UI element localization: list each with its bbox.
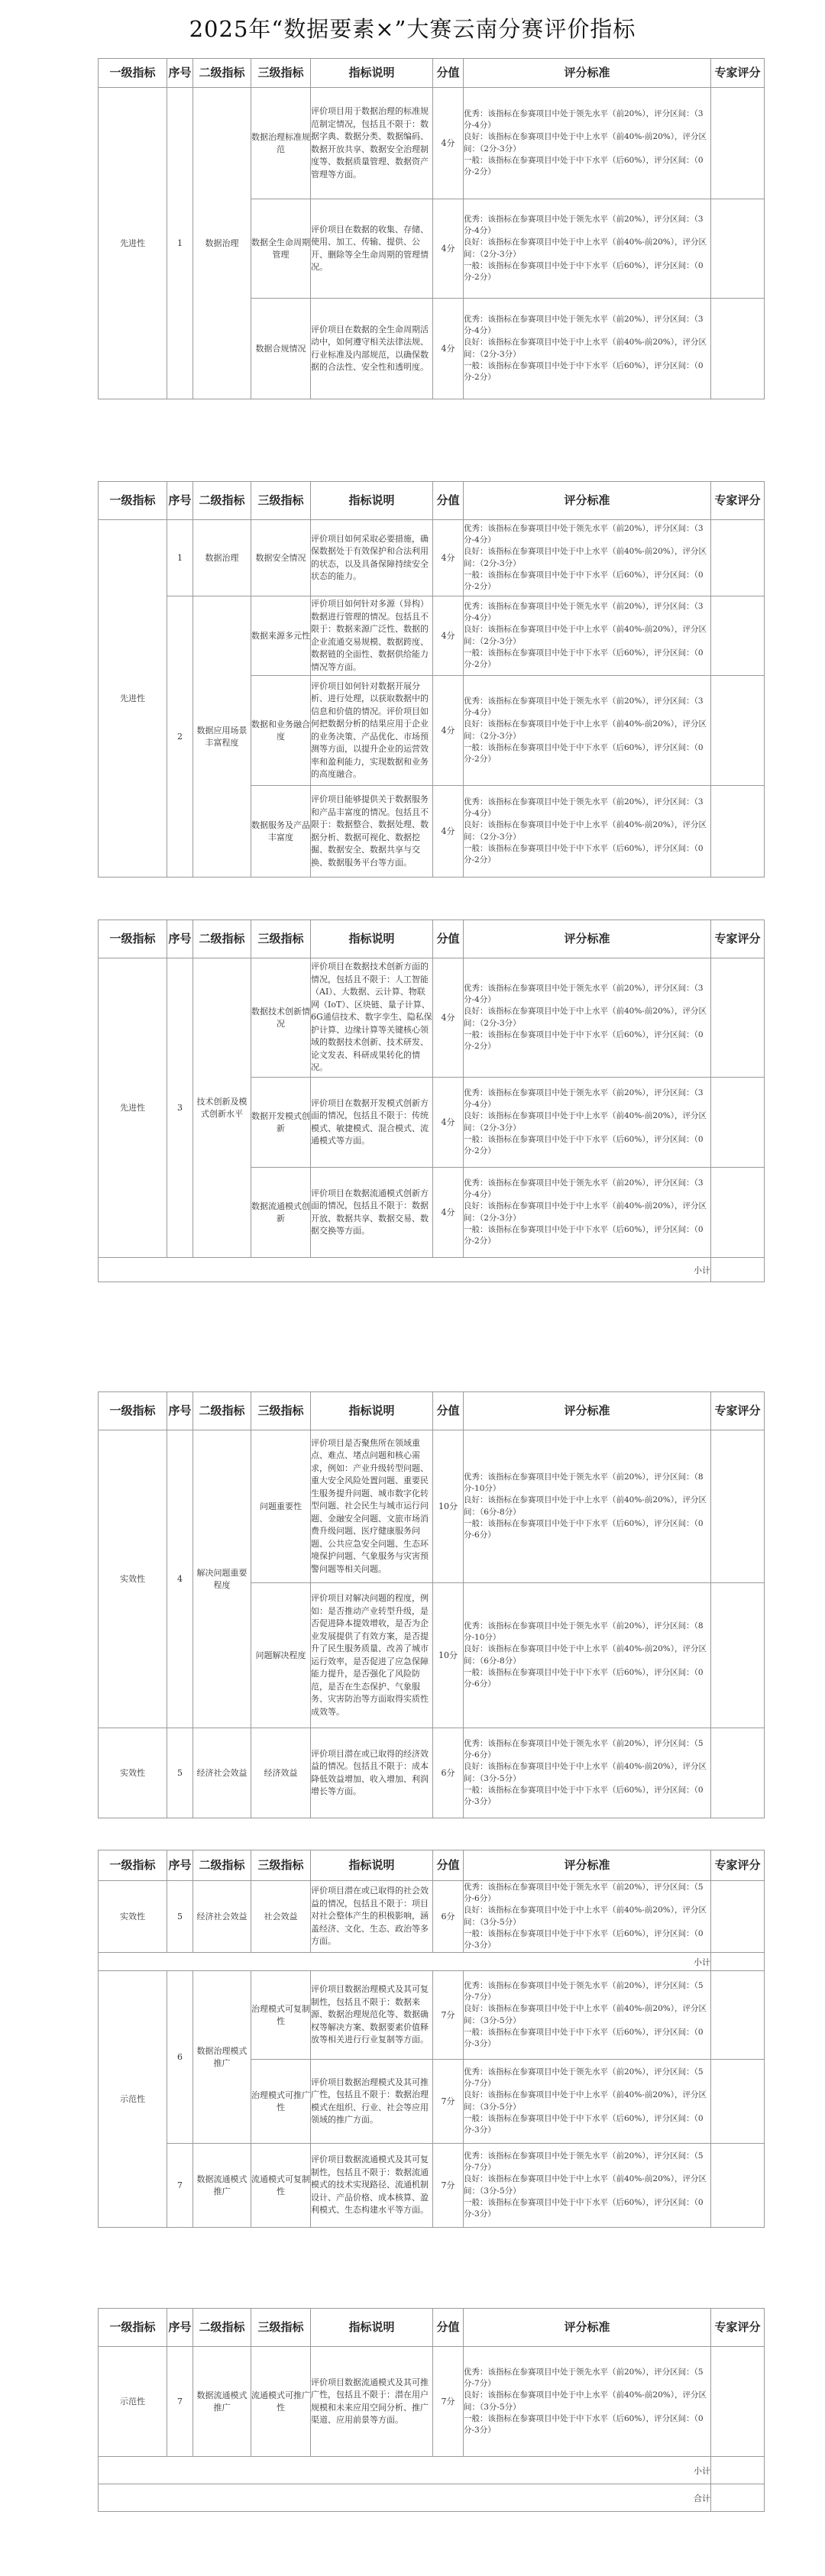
- header-expert-score: 专家评分: [711, 1392, 765, 1430]
- header-description: 指标说明: [311, 1850, 433, 1881]
- criteria-fair: 一般：该指标在参赛项目中处于中下水平（后60%），评分区间：（0分-2分）: [464, 1029, 704, 1052]
- criteria-table-5: [98, 1850, 765, 2228]
- subtotal-score-cell[interactable]: [711, 1258, 765, 1282]
- header-level2: 二级指标: [193, 59, 251, 88]
- criteria-fair: 一般：该指标在参赛项目中处于中下水平（后60%），评分区间：（0分-2分）: [464, 570, 704, 592]
- level3-cell: 经济效益: [251, 1728, 311, 1818]
- header-level3: 三级指标: [251, 482, 311, 520]
- score-cell: 4分: [433, 676, 464, 786]
- header-criteria: 评分标准: [464, 2309, 711, 2347]
- criteria-table-2: [98, 481, 765, 878]
- header-expert-score: 专家评分: [711, 1850, 765, 1881]
- expert-score-cell[interactable]: [711, 1078, 765, 1168]
- header-row: [99, 1392, 765, 1430]
- score-cell: 6分: [433, 1881, 464, 1953]
- level3-cell: 数据和业务融合度: [251, 676, 311, 786]
- description-cell: 评价项目在数据流通模式创新方面的情况，包括且不限于：数据开放、数据共享、数据交易、数据交换等方面。: [311, 1168, 433, 1258]
- number-cell: 5: [167, 1881, 193, 1953]
- header-score: 分值: [433, 1850, 464, 1881]
- score-cell: 4分: [433, 88, 464, 199]
- header-score: 分值: [433, 2309, 464, 2347]
- header-row: [99, 59, 765, 88]
- header-level1: 一级指标: [99, 2309, 167, 2347]
- level1-cell: 先进性: [99, 958, 167, 1258]
- header-level2: 二级指标: [193, 482, 251, 520]
- score-cell: 7分: [433, 2144, 464, 2228]
- header-level3: 三级指标: [251, 1392, 311, 1430]
- description-cell: 评价项目在数据的收集、存储、使用、加工、传输、提供、公开、删除等全生命周期的管理情况。: [311, 199, 433, 299]
- criteria-cell: [464, 1583, 711, 1728]
- criteria-excellent: 优秀：该指标在参赛项目中处于领先水平（前20%），评分区间：（8分-10分）: [464, 1472, 704, 1493]
- total-label: 合计: [99, 2484, 711, 2512]
- total-row: [99, 2484, 765, 2512]
- criteria-good: 良好：该指标在参赛项目中处于中上水平（前40%-前20%），评分区间：（3分-5分）: [464, 2004, 707, 2025]
- criteria-excellent: 优秀：该指标在参赛项目中处于领先水平（前20%），评分区间：（5分-6分）: [464, 1882, 704, 1903]
- header-level3: 三级指标: [251, 920, 311, 958]
- header-expert-score: 专家评分: [711, 482, 765, 520]
- criteria-cell: [464, 88, 711, 199]
- header-score: 分值: [433, 1392, 464, 1430]
- expert-score-cell[interactable]: [711, 2144, 765, 2228]
- criteria-good: 良好：该指标在参赛项目中处于中上水平（前40%-前20%），评分区间：（2分-3分）: [464, 625, 707, 646]
- criteria-excellent: 优秀：该指标在参赛项目中处于领先水平（前20%），评分区间：（5分-7分）: [464, 1980, 704, 2002]
- criteria-good: 良好：该指标在参赛项目中处于中上水平（前40%-前20%），评分区间：（3分-5分）: [464, 2090, 707, 2112]
- score-cell: 4分: [433, 1168, 464, 1258]
- criteria-cell: [464, 520, 711, 596]
- expert-score-cell[interactable]: [711, 2060, 765, 2144]
- description-cell: 评价项目在数据技术创新方面的情况，包括且不限于：人工智能（AI）、大数据、云计算、物联网（IoT）、区块链、量子计算、6G通信技术、数字孪生、隐私保护计算、边缘计算等关键核心领域的数据技术创新、技术研发、论文发表、科研成果转化的情况。: [311, 958, 433, 1078]
- number-cell: 1: [167, 520, 193, 596]
- criteria-table-6: [98, 2308, 765, 2512]
- criteria-fair: 一般：该指标在参赛项目中处于中下水平（后60%），评分区间：（0分-6分）: [464, 1667, 704, 1689]
- subtotal-row: [99, 1953, 765, 1971]
- criteria-excellent: 优秀：该指标在参赛项目中处于领先水平（前20%），评分区间：（5分-7分）: [464, 2067, 704, 2088]
- header-level2: 二级指标: [193, 1850, 251, 1881]
- description-cell: 评价项目数据流通模式及其可推广性，包括且不限于：潜在用户规模和未来应用空间分析、推广渠道、应用前景等方面。: [311, 2347, 433, 2457]
- expert-score-cell[interactable]: [711, 1881, 765, 1953]
- header-criteria: 评分标准: [464, 59, 711, 88]
- criteria-good: 良好：该指标在参赛项目中处于中上水平（前40%-前20%），评分区间：（6分-8分）: [464, 1495, 707, 1517]
- score-cell: 10分: [433, 1583, 464, 1728]
- criteria-excellent: 优秀：该指标在参赛项目中处于领先水平（前20%），评分区间：（3分-4分）: [464, 523, 704, 545]
- level3-cell: 数据服务及产品丰富度: [251, 786, 311, 878]
- header-criteria: 评分标准: [464, 920, 711, 958]
- criteria-good: 良好：该指标在参赛项目中处于中上水平（前40%-前20%），评分区间：（2分-3分）: [464, 238, 707, 259]
- criteria-cell: [464, 1728, 711, 1818]
- criteria-excellent: 优秀：该指标在参赛项目中处于领先水平（前20%），评分区间：（3分-4分）: [464, 108, 704, 130]
- description-cell: 评价项目用于数据治理的标准规范制定情况，包括且不限于：数据字典、数据分类、数据编码、数据开放共享、数据安全治理制度等、数据质量管理、数据资产管理等方面。: [311, 88, 433, 199]
- level2-cell: 经济社会效益: [193, 1728, 251, 1818]
- level1-cell: 实效性: [99, 1430, 167, 1728]
- expert-score-cell[interactable]: [711, 958, 765, 1078]
- criteria-excellent: 优秀：该指标在参赛项目中处于领先水平（前20%），评分区间：（3分-4分）: [464, 797, 704, 818]
- header-level1: 一级指标: [99, 59, 167, 88]
- expert-score-cell[interactable]: [711, 1728, 765, 1818]
- criteria-good: 良好：该指标在参赛项目中处于中上水平（前40%-前20%），评分区间：（6分-8分）: [464, 1644, 707, 1666]
- table-row: [99, 88, 765, 199]
- criteria-good: 良好：该指标在参赛项目中处于中上水平（前40%-前20%），评分区间：（2分-3分）: [464, 1007, 707, 1028]
- criteria-cell: [464, 958, 711, 1078]
- criteria-excellent: 优秀：该指标在参赛项目中处于领先水平（前20%），评分区间：（5分-7分）: [464, 2151, 704, 2172]
- number-cell: 1: [167, 88, 193, 399]
- description-cell: 评价项目在数据开发模式创新方面的情况，包括且不限于：传统模式、敏捷模式、混合模式、流通模式等方面。: [311, 1078, 433, 1168]
- subtotal-row: [99, 1258, 765, 1282]
- criteria-cell: [464, 1430, 711, 1583]
- header-expert-score: 专家评分: [711, 2309, 765, 2347]
- level3-cell: 数据开发模式创新: [251, 1078, 311, 1168]
- score-cell: 4分: [433, 596, 464, 676]
- criteria-good: 良好：该指标在参赛项目中处于中上水平（前40%-前20%），评分区间：（2分-3分）: [464, 547, 707, 568]
- table-row: [99, 1430, 765, 1583]
- header-description: 指标说明: [311, 59, 433, 88]
- level3-cell: 数据技术创新情况: [251, 958, 311, 1078]
- criteria-excellent: 优秀：该指标在参赛项目中处于领先水平（前20%），评分区间：（5分-6分）: [464, 1738, 704, 1760]
- level3-cell: 问题解决程度: [251, 1583, 311, 1728]
- subtotal-label: 小计: [99, 2457, 711, 2484]
- table-row: [99, 2347, 765, 2457]
- criteria-good: 良好：该指标在参赛项目中处于中上水平（前40%-前20%），评分区间：（2分-3分）: [464, 719, 707, 741]
- table-section-3: [98, 920, 764, 1282]
- expert-score-cell[interactable]: [711, 596, 765, 676]
- header-level2: 二级指标: [193, 1392, 251, 1430]
- expert-score-cell[interactable]: [711, 1168, 765, 1258]
- table-row: [99, 1881, 765, 1953]
- description-cell: 评价项目如何针对数据开展分析、进行处理，以获取数据中的信息和价值的情况。评价项目如何把数据分析的结果应用于企业的业务决策、产品优化、市场预测等方面，以提升企业的运营效率和盈利能力，实现数据和业务的高度融合。: [311, 676, 433, 786]
- subtotal-label: 小计: [99, 1953, 711, 1971]
- criteria-good: 良好：该指标在参赛项目中处于中上水平（前40%-前20%），评分区间：（2分-3分）: [464, 820, 707, 842]
- table-row: [99, 520, 765, 596]
- header-description: 指标说明: [311, 1392, 433, 1430]
- header-level3: 三级指标: [251, 2309, 311, 2347]
- criteria-fair: 一般：该指标在参赛项目中处于中下水平（后60%），评分区间：（0分-2分）: [464, 260, 704, 283]
- header-level1: 一级指标: [99, 1850, 167, 1881]
- criteria-cell: [464, 596, 711, 676]
- score-cell: 4分: [433, 958, 464, 1078]
- table-row: [99, 2144, 765, 2228]
- score-cell: 7分: [433, 2060, 464, 2144]
- criteria-excellent: 优秀：该指标在参赛项目中处于领先水平（前20%），评分区间：（3分-4分）: [464, 214, 704, 235]
- level2-cell: 数据流通模式推广: [193, 2347, 251, 2457]
- level1-cell: 示范性: [99, 2347, 167, 2457]
- criteria-good: 良好：该指标在参赛项目中处于中上水平（前40%-前20%），评分区间：（3分-5分）: [464, 1762, 707, 1783]
- level2-cell: 数据流通模式推广: [193, 2144, 251, 2228]
- level3-cell: 治理模式可复制性: [251, 1971, 311, 2060]
- header-number: 序号: [167, 482, 193, 520]
- criteria-fair: 一般：该指标在参赛项目中处于中下水平（后60%），评分区间：（0分-3分）: [464, 1928, 704, 1951]
- score-cell: 10分: [433, 1430, 464, 1583]
- level3-cell: 数据全生命周期管理: [251, 199, 311, 299]
- number-cell: 3: [167, 958, 193, 1258]
- table-row: [99, 958, 765, 1078]
- header-level1: 一级指标: [99, 1392, 167, 1430]
- description-cell: 评价项目数据治理模式及其可推广性，包括且不限于：数据治理模式在组织、行业、社会等应用领域的推广方面。: [311, 2060, 433, 2144]
- header-expert-score: 专家评分: [711, 920, 765, 958]
- header-description: 指标说明: [311, 482, 433, 520]
- header-score: 分值: [433, 59, 464, 88]
- level3-cell: 治理模式可推广性: [251, 2060, 311, 2144]
- criteria-fair: 一般：该指标在参赛项目中处于中下水平（后60%），评分区间：（0分-2分）: [464, 155, 704, 177]
- header-number: 序号: [167, 1850, 193, 1881]
- description-cell: 评价项目如何针对多源（异构）数据进行管理的情况。包括且不限于：数据来源广泛性、数据的企业流通交易规模、数据跨度、数据链的全面性、数据供给能力情况等方面。: [311, 596, 433, 676]
- level3-cell: 数据流通模式创新: [251, 1168, 311, 1258]
- header-level1: 一级指标: [99, 920, 167, 958]
- level2-cell: 解决问题重要程度: [193, 1430, 251, 1728]
- criteria-fair: 一般：该指标在参赛项目中处于中下水平（后60%），评分区间：（0分-2分）: [464, 742, 704, 764]
- description-cell: 评价项目潜在或已取得的社会效益的情况，包括且不限于：项目对社会整体产生的积极影响，涵盖经济、文化、生态、政治等多方面。: [311, 1881, 433, 1953]
- header-description: 指标说明: [311, 2309, 433, 2347]
- subtotal-score-cell[interactable]: [711, 1953, 765, 1971]
- expert-score-cell[interactable]: [711, 1971, 765, 2060]
- score-cell: 4分: [433, 786, 464, 878]
- score-cell: 4分: [433, 199, 464, 299]
- description-cell: 评价项目在数据的全生命周期活动中，如何遵守相关法律法规、行业标准及内部规范，以确保数据的合法性、安全性和透明度。: [311, 299, 433, 399]
- description-cell: 评价项目对解决问题的程度，例如：是否推动产业转型升级，是否促进降本提效增收，是否为企业发展提供了有效方案，是否提升了民生服务质量、改善了城市运行效率，是否促进了应急保障能力提升，是否强化了风险防范，是否在生态保护、气象服务、灾害防治等方面取得实质性成效等。: [311, 1583, 433, 1728]
- expert-score-cell[interactable]: [711, 299, 765, 399]
- header-number: 序号: [167, 2309, 193, 2347]
- criteria-fair: 一般：该指标在参赛项目中处于中下水平（后60%），评分区间：（0分-2分）: [464, 648, 704, 670]
- document-title: 2025年“数据要素×”大赛云南分赛评价指标: [189, 16, 636, 42]
- criteria-cell: [464, 2347, 711, 2457]
- expert-score-cell[interactable]: [711, 1583, 765, 1728]
- criteria-cell: [464, 1971, 711, 2060]
- header-score: 分值: [433, 920, 464, 958]
- expert-score-cell[interactable]: [711, 199, 765, 299]
- header-score: 分值: [433, 482, 464, 520]
- level1-cell: 实效性: [99, 1728, 167, 1818]
- criteria-cell: [464, 786, 711, 878]
- criteria-cell: [464, 676, 711, 786]
- description-cell: 评价项目潜在或已取得的经济效益的情况。包括且不限于：成本降低效益增加、收入增加、利润增长等方面。: [311, 1728, 433, 1818]
- criteria-good: 良好：该指标在参赛项目中处于中上水平（前40%-前20%），评分区间：（3分-5分）: [464, 2174, 707, 2196]
- level3-cell: 流通模式可复制性: [251, 2144, 311, 2228]
- criteria-good: 良好：该指标在参赛项目中处于中上水平（前40%-前20%），评分区间：（2分-3分）: [464, 1111, 707, 1133]
- header-level3: 三级指标: [251, 59, 311, 88]
- header-row: [99, 1850, 765, 1881]
- level3-cell: 问题重要性: [251, 1430, 311, 1583]
- criteria-fair: 一般：该指标在参赛项目中处于中下水平（后60%），评分区间：（0分-2分）: [464, 1134, 704, 1156]
- expert-score-cell[interactable]: [711, 88, 765, 199]
- number-cell: 2: [167, 596, 193, 878]
- criteria-cell: [464, 199, 711, 299]
- level1-cell: 实效性: [99, 1881, 167, 1953]
- level3-cell: 数据合规情况: [251, 299, 311, 399]
- level2-cell: 数据治理模式推广: [193, 1971, 251, 2144]
- header-level3: 三级指标: [251, 1850, 311, 1881]
- number-cell: 6: [167, 1971, 193, 2144]
- level3-cell: 数据安全情况: [251, 520, 311, 596]
- criteria-cell: [464, 1168, 711, 1258]
- expert-score-cell[interactable]: [711, 520, 765, 596]
- criteria-fair: 一般：该指标在参赛项目中处于中下水平（后60%），评分区间：（0分-6分）: [464, 1518, 704, 1540]
- criteria-fair: 一般：该指标在参赛项目中处于中下水平（后60%），评分区间：（0分-2分）: [464, 843, 704, 865]
- header-criteria: 评分标准: [464, 1850, 711, 1881]
- criteria-fair: 一般：该指标在参赛项目中处于中下水平（后60%），评分区间：（0分-3分）: [464, 2027, 704, 2049]
- criteria-excellent: 优秀：该指标在参赛项目中处于领先水平（前20%），评分区间：（3分-4分）: [464, 696, 704, 717]
- score-cell: 7分: [433, 2347, 464, 2457]
- table-section-2: [98, 481, 764, 878]
- subtotal-score-cell[interactable]: [711, 2457, 765, 2484]
- criteria-cell: [464, 299, 711, 399]
- level3-cell: 数据来源多元性: [251, 596, 311, 676]
- criteria-fair: 一般：该指标在参赛项目中处于中下水平（后60%），评分区间：（0分-2分）: [464, 1224, 704, 1246]
- table-section-1: [98, 58, 764, 399]
- number-cell: 7: [167, 2144, 193, 2228]
- table-row: [99, 1728, 765, 1818]
- score-cell: 7分: [433, 1971, 464, 2060]
- header-row: [99, 920, 765, 958]
- description-cell: 评价项目是否聚焦所在领域重点、难点、堵点问题和核心需求，例如：产业升级转型问题、重大安全风险处置问题、重要民生服务提升问题、城市数字化转型问题、社会民生与城市运行问题、金融安全问题、文旅市场消费升级问题、医疗健康服务问题、公共应急安全问题、生态环境保护问题、气象服务与灾害预警问题等相关问题。: [311, 1430, 433, 1583]
- description-cell: 评价项目数据治理模式及其可复制性，包括且不限于：数据来源、数据治理规范化等、数据确权等解决方案、数据要素价值释放等相关进行行业复制等方面。: [311, 1971, 433, 2060]
- criteria-fair: 一般：该指标在参赛项目中处于中下水平（后60%），评分区间：（0分-3分）: [464, 2413, 704, 2435]
- criteria-excellent: 优秀：该指标在参赛项目中处于领先水平（前20%），评分区间：（3分-4分）: [464, 983, 704, 1004]
- number-cell: 5: [167, 1728, 193, 1818]
- criteria-cell: [464, 1881, 711, 1953]
- level1-cell: 先进性: [99, 88, 167, 399]
- criteria-table-3: [98, 920, 765, 1282]
- table-row: [99, 596, 765, 676]
- table-section-6: [98, 2308, 764, 2512]
- criteria-good: 良好：该指标在参赛项目中处于中上水平（前40%-前20%），评分区间：（2分-3分）: [464, 1201, 707, 1223]
- score-cell: 4分: [433, 299, 464, 399]
- expert-score-cell[interactable]: [711, 786, 765, 878]
- header-criteria: 评分标准: [464, 1392, 711, 1430]
- score-cell: 4分: [433, 520, 464, 596]
- level2-cell: 数据治理: [193, 88, 251, 399]
- header-criteria: 评分标准: [464, 482, 711, 520]
- subtotal-row: [99, 2457, 765, 2484]
- number-cell: 7: [167, 2347, 193, 2457]
- table-section-4: [98, 1391, 764, 1818]
- header-level1: 一级指标: [99, 482, 167, 520]
- subtotal-label: 小计: [99, 1258, 711, 1282]
- table-row: [99, 1971, 765, 2060]
- criteria-excellent: 优秀：该指标在参赛项目中处于领先水平（前20%），评分区间：（3分-4分）: [464, 1178, 704, 1199]
- criteria-good: 良好：该指标在参赛项目中处于中上水平（前40%-前20%），评分区间：（2分-3分）: [464, 132, 707, 154]
- criteria-excellent: 优秀：该指标在参赛项目中处于领先水平（前20%），评分区间：（3分-4分）: [464, 1088, 704, 1109]
- criteria-fair: 一般：该指标在参赛项目中处于中下水平（后60%），评分区间：（0分-2分）: [464, 360, 704, 383]
- level2-cell: 数据应用场景丰富程度: [193, 596, 251, 878]
- number-cell: 4: [167, 1430, 193, 1728]
- level3-cell: 流通模式可推广性: [251, 2347, 311, 2457]
- criteria-cell: [464, 2060, 711, 2144]
- score-cell: 6分: [433, 1728, 464, 1818]
- criteria-fair: 一般：该指标在参赛项目中处于中下水平（后60%），评分区间：（0分-3分）: [464, 2113, 704, 2135]
- criteria-table-1: [98, 58, 765, 399]
- description-cell: 评价项目如何采取必要措施，确保数据处于有效保护和合法利用的状态，以及具备保障持续安全状态的能力。: [311, 520, 433, 596]
- description-cell: 评价项目能够提供关于数据服务和产品丰富度的情况。包括且不限于：数据整合、数据处理、数据分析、数据可视化、数据挖掘、数据安全、数据共享与交换、数据服务平台等方面。: [311, 786, 433, 878]
- criteria-good: 良好：该指标在参赛项目中处于中上水平（前40%-前20%），评分区间：（2分-3分）: [464, 338, 707, 359]
- header-level2: 二级指标: [193, 2309, 251, 2347]
- expert-score-cell[interactable]: [711, 2347, 765, 2457]
- total-score-cell[interactable]: [711, 2484, 765, 2512]
- criteria-fair: 一般：该指标在参赛项目中处于中下水平（后60%），评分区间：（0分-3分）: [464, 1785, 704, 1807]
- level2-cell: 数据治理: [193, 520, 251, 596]
- header-level2: 二级指标: [193, 920, 251, 958]
- criteria-good: 良好：该指标在参赛项目中处于中上水平（前40%-前20%），评分区间：（3分-5分）: [464, 2390, 707, 2412]
- level2-cell: 经济社会效益: [193, 1881, 251, 1953]
- header-number: 序号: [167, 920, 193, 958]
- expert-score-cell[interactable]: [711, 676, 765, 786]
- level3-cell: 社会效益: [251, 1881, 311, 1953]
- criteria-good: 良好：该指标在参赛项目中处于中上水平（前40%-前20%），评分区间：（3分-5分）: [464, 1905, 707, 1927]
- criteria-fair: 一般：该指标在参赛项目中处于中下水平（后60%），评分区间：（0分-3分）: [464, 2197, 704, 2219]
- criteria-excellent: 优秀：该指标在参赛项目中处于领先水平（前20%），评分区间：（3分-4分）: [464, 314, 704, 335]
- criteria-excellent: 优秀：该指标在参赛项目中处于领先水平（前20%），评分区间：（5分-7分）: [464, 2367, 704, 2388]
- score-cell: 4分: [433, 1078, 464, 1168]
- header-row: [99, 482, 765, 520]
- header-description: 指标说明: [311, 920, 433, 958]
- level1-cell: 先进性: [99, 520, 167, 878]
- expert-score-cell[interactable]: [711, 1430, 765, 1583]
- criteria-excellent: 优秀：该指标在参赛项目中处于领先水平（前20%），评分区间：（3分-4分）: [464, 601, 704, 622]
- criteria-cell: [464, 2144, 711, 2228]
- criteria-cell: [464, 1078, 711, 1168]
- criteria-excellent: 优秀：该指标在参赛项目中处于领先水平（前20%），评分区间：（8分-10分）: [464, 1621, 704, 1642]
- header-expert-score: 专家评分: [711, 59, 765, 88]
- criteria-table-4: [98, 1391, 765, 1818]
- table-section-5: [98, 1850, 764, 2228]
- description-cell: 评价项目数据流通模式及其可复制性，包括且不限于：数据流通模式的技术实现路径、流通机制设计、产品价格、成本核算、盈利模式、生态构建水平等方面。: [311, 2144, 433, 2228]
- level3-cell: 数据治理标准规范: [251, 88, 311, 199]
- header-row: [99, 2309, 765, 2347]
- level1-cell: 示范性: [99, 1971, 167, 2228]
- header-number: 序号: [167, 1392, 193, 1430]
- level2-cell: 技术创新及模式创新水平: [193, 958, 251, 1258]
- header-number: 序号: [167, 59, 193, 88]
